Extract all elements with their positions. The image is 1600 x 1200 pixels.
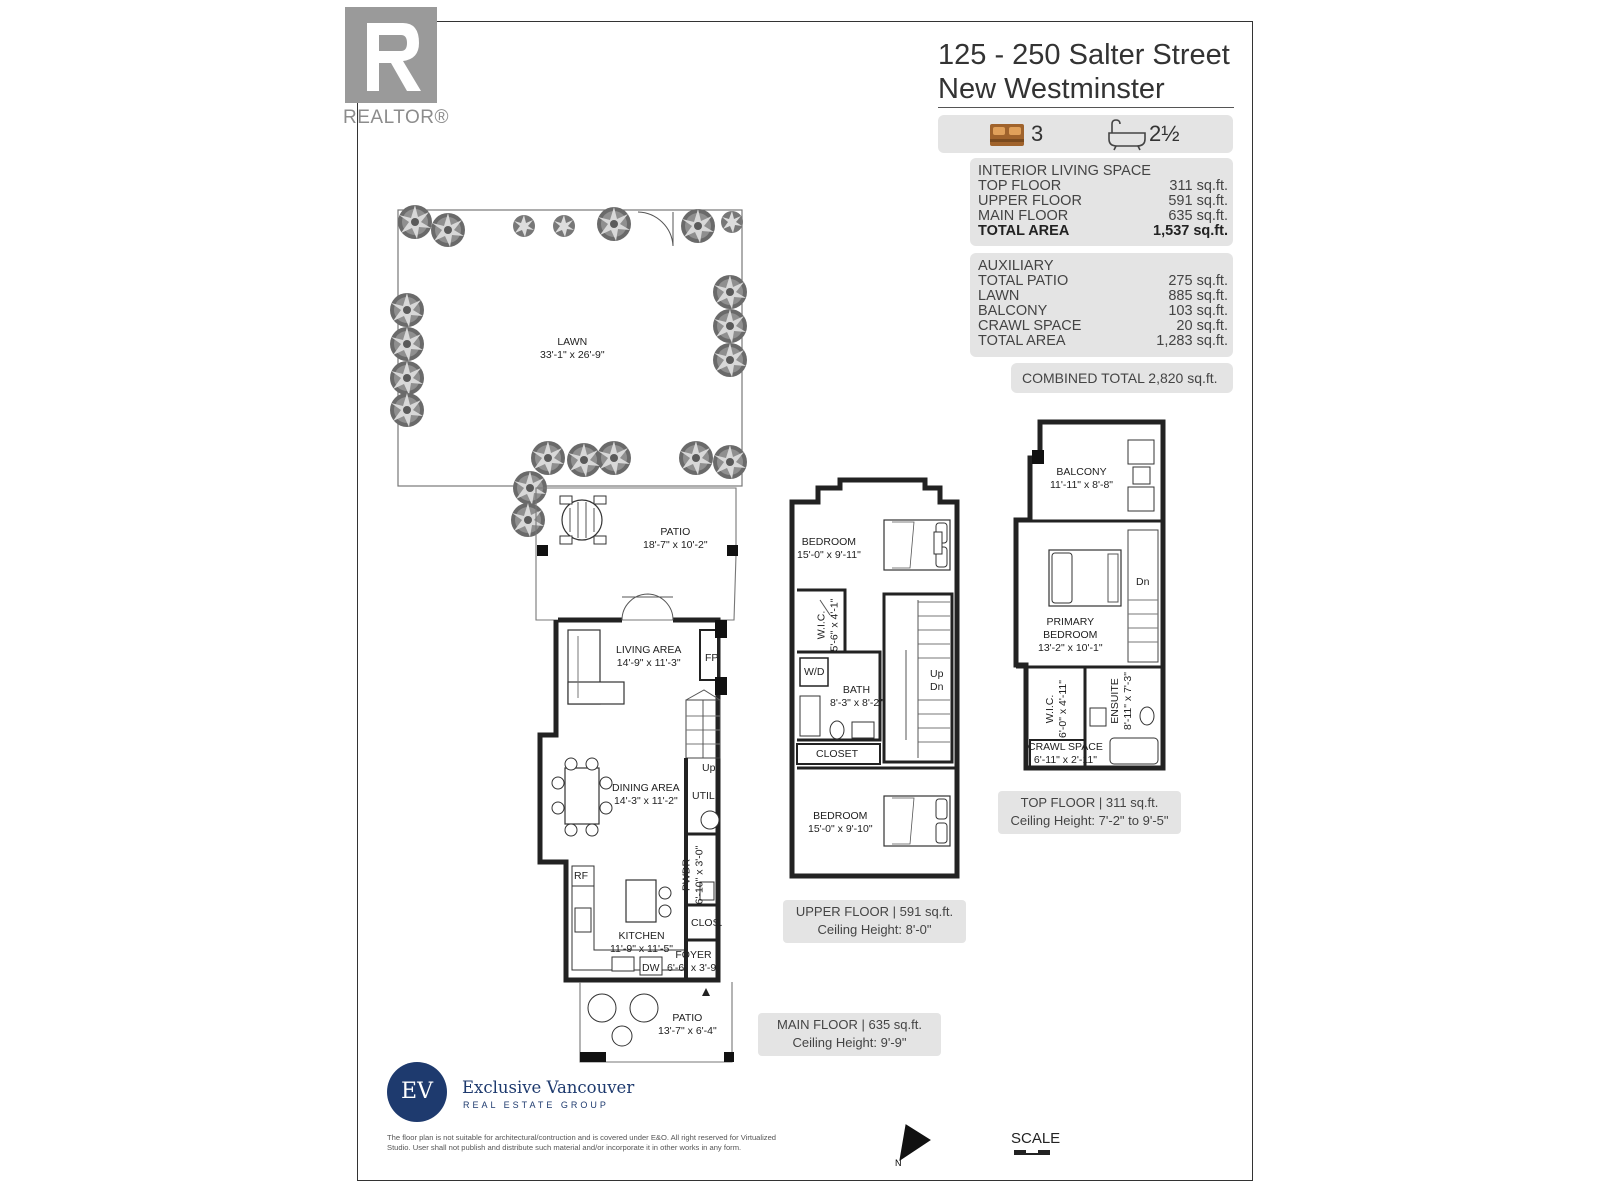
address-line-2: New Westminster [938, 73, 1165, 105]
room-label-washer-dryer: W/D [804, 666, 825, 678]
room-label-primary-bedroom: PRIMARY BEDROOM 13'-2" x 10'-1" [1038, 616, 1103, 654]
main-floor-caption: MAIN FLOOR | 635 sq.ft. Ceiling Height: 9'-9" [758, 1013, 941, 1056]
room-label-stairs-top: Dn [1136, 576, 1150, 588]
main-floor-plan [536, 488, 738, 1062]
room-label-living-area: LIVING AREA 14'-9" x 11'-3" [616, 644, 682, 669]
room-label-bedroom-upper-2: BEDROOM 15'-0" x 9'-10" [808, 810, 873, 835]
room-label-foyer: FOYER 6'-6" x 3'-9" [667, 949, 720, 974]
room-label-kitchen: KITCHEN 11'-9" x 11'-5" [610, 930, 674, 955]
room-label-ensuite: ENSUITE 8'-11" x 7'-3" [1108, 672, 1134, 730]
ev-logo: EV [387, 1062, 447, 1122]
scale-bar-icon [1014, 1150, 1050, 1154]
company-name: Exclusive Vancouver [462, 1078, 635, 1097]
address-line-1: 125 - 250 Salter Street [938, 39, 1230, 71]
bedroom-count: 3 [1031, 121, 1044, 146]
room-label-wic-top: W.I.C. 6'-0" x 4'-11" [1043, 680, 1069, 738]
room-label-powder: PWDR 6'-10" x 3'-0" [680, 845, 706, 905]
interior-living-space-panel: INTERIOR LIVING SPACE TOP FLOOR 311 sq.ft. UPPER FLOOR 591 sq.ft. MAIN FLOOR 635 sq.ft. TOTAL AREA 1,537 sq.ft. [970, 158, 1233, 246]
room-label-closet-main: CLOS. [691, 917, 723, 929]
room-label-wic-upper: W.I.C. 5'-6" x 4'-1" [815, 598, 841, 652]
room-label-front-patio: PATIO 13'-7" x 6'-4" [658, 1012, 717, 1037]
room-label-dining-area: DINING AREA 14'-3" x 11'-2" [612, 782, 680, 807]
bathroom-count: 2½ [1149, 121, 1180, 146]
top-floor-caption: TOP FLOOR | 311 sq.ft. Ceiling Height: 7'-2" to 9'-5" [998, 791, 1181, 834]
upper-floor-caption: UPPER FLOOR | 591 sq.ft. Ceiling Height: 8'-0" [783, 900, 966, 943]
room-label-stairs-upper: Up Dn [930, 668, 944, 693]
room-label-bedroom-upper-1: BEDROOM 15'-0" x 9'-11" [797, 536, 861, 561]
room-label-rear-patio: PATIO 18'-7" x 10'-2" [643, 526, 708, 551]
lawn-area [390, 205, 747, 537]
svg-text:N: N [895, 1158, 902, 1168]
dining-table-icon [552, 758, 612, 836]
room-label-balcony: BALCONY 11'-11" x 8'-8" [1050, 466, 1114, 491]
scale-label: SCALE [1011, 1130, 1061, 1147]
room-label-lawn: LAWN 33'-1" x 26'-9" [540, 336, 605, 361]
room-label-utility: UTIL. [692, 790, 718, 802]
company-subtitle: REAL ESTATE GROUP [463, 1100, 609, 1110]
room-label-closet-upper: CLOSET [816, 748, 859, 760]
realtor-wordmark: REALTOR® [343, 107, 449, 128]
combined-total-text: COMBINED TOTAL 2,820 sq.ft. [1022, 370, 1218, 386]
room-label-crawl-space: CRAWL SPACE 6'-11" x 2'-11" [1028, 741, 1103, 766]
patio-table-icon [560, 496, 606, 544]
auxiliary-panel: AUXILIARY TOTAL PATIO 275 sq.ft. LAWN 885 sq.ft. BALCONY 103 sq.ft. CRAWL SPACE 20 sq.ft. TOTAL AREA 1,283 sq.ft. [970, 253, 1233, 357]
room-label-fireplace: FP [705, 652, 719, 664]
disclaimer-text: The floor plan is not suitable for architectural/contruction and is covered under E&O. All right reserved for Virtualized Studio. User shall not publish and distribute such material and/or incorporate it in other works in any form. [387, 1133, 777, 1152]
room-label-stairs-up: Up [702, 762, 716, 774]
room-label-dishwasher: DW [642, 962, 660, 974]
room-label-bath-upper: BATH 8'-3" x 8'-2" [830, 684, 883, 709]
room-label-refrigerator: RF [574, 870, 588, 882]
north-arrow-icon [895, 1125, 930, 1168]
